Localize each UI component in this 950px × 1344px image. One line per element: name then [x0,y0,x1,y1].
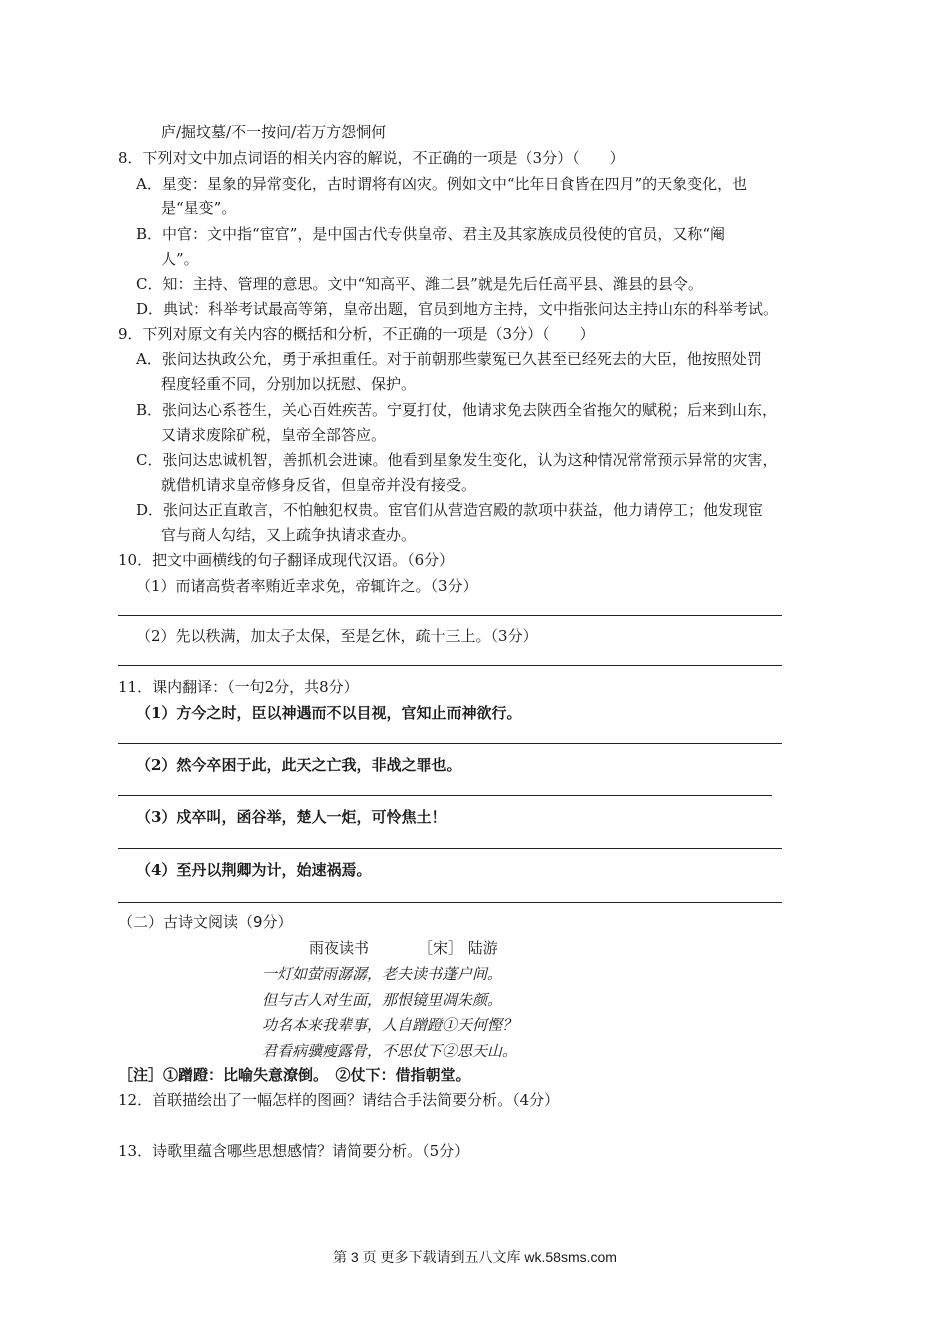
q9-option-b: B．张问达心系苍生，关心百姓疾苦。宁夏打仗，他请求免去陕西全省拖欠的赋税；后来到山东， [136,401,778,419]
page-footer: 第 3 页 更多下载请到五八文库 wk.58sms.com [333,1249,617,1265]
poem-line-2: 但与古人对生面，那恨镜里凋朱颜。 [262,991,503,1009]
section-heading: （二）古诗文阅读（9分） [118,913,293,931]
q8-option-d: D．典试：科举考试最高等第，皇帝出题，官员到地方主持，文中指张问达主持山东的科举考试。 [136,300,779,318]
answer-line[interactable] [118,795,772,796]
q8-option-a-cont: 是“星变”。 [161,199,237,217]
q11-sentence-2: （2）然今卒困于此，此天之亡我，非战之罪也。 [136,756,462,774]
q10-sentence-1: （1）而诸高赀者率贿近幸求免，帝辄许之。（3分） [136,577,478,595]
q11-sentence-4: （4）至丹以荆卿为计，始速祸焉。 [136,861,372,879]
q10-stem: 10．把文中画横线的句子翻译成现代汉语。（6分） [118,551,455,569]
q13-stem: 13．诗歌里蕴含哪些思想感情？请简要分析。（5分） [118,1142,470,1160]
q9-option-b-cont: 又请求废除矿税，皇帝全部答应。 [161,426,387,444]
carry-over-line: 庐/掘坟墓/不一按问/若万方怨恫何 [161,123,387,141]
q8-option-a: A．星变：星象的异常变化，古时谓将有凶灾。例如文中“比年日食皆在四月”的天象变化，也 [136,175,748,193]
answer-line[interactable] [118,902,782,903]
poem-line-1: 一灯如萤雨潺潺，老夫读书蓬户间。 [262,965,503,983]
poem-line-4: 君看病骥瘦露骨，不思仗下②思天山。 [262,1042,518,1060]
answer-line[interactable] [118,665,782,666]
q9-option-d: D．张问达正直敢言，不怕触犯权贵。宦官们从营造宫殿的款项中获益，他力请停工；他发现宦 [136,501,764,519]
answer-line[interactable] [118,848,782,849]
q11-sentence-1: （1）方今之时，臣以神遇而不以目视，官知止而神欲行。 [136,704,522,722]
q9-stem: 9．下列对原文有关内容的概括和分析，不正确的一项是（3分）（ ） [118,325,595,343]
q9-option-a: A．张问达执政公允，勇于承担重任。对于前朝那些蒙冤已久甚至已经死去的大臣，他按照处罚 [136,350,762,368]
q10-sentence-2: （2）先以秩满，加太子太保，至是乞休，疏十三上。（3分） [136,627,538,645]
q8-option-c: C．知：主持、管理的意思。文中“知高平、潍二县”就是先后任高平县、潍县的县令。 [136,275,703,293]
q8-stem: 8．下列对文中加点词语的相关内容的解说，不正确的一项是（3分）（ ） [118,149,625,167]
q11-stem: 11．课内翻译：（一句2分，共8分） [118,678,359,696]
q8-option-b-cont: 人”。 [161,250,199,268]
answer-line[interactable] [118,743,782,744]
q12-stem: 12．首联描绘出了一幅怎样的图画？请结合手法简要分析。（4分） [118,1091,560,1109]
q8-option-b: B．中官：文中指“宦官”，是中国古代专供皇帝、君主及其家族成员役使的官员，又称“阉 [136,225,726,243]
poem-title: 雨夜读书 [309,939,370,957]
answer-line[interactable] [118,615,782,616]
poem-note: ［注］①蹭蹬：比喻失意潦倒。 ②仗下：借指朝堂。 [118,1066,471,1084]
q9-option-d-cont: 官与商人勾结，又上疏争执请求查办。 [161,526,417,544]
poem-line-3: 功名本来我辈事，人自蹭蹬①天何慳？ [262,1016,518,1034]
q9-option-c-cont: 就借机请求皇帝修身反省，但皇帝并没有接受。 [161,476,477,494]
q11-sentence-3: （3）戍卒叫，函谷举，楚人一炬，可怜焦土！ [136,808,447,826]
q9-option-a-cont: 程度轻重不同，分别加以抚慰、保护。 [161,375,417,393]
poem-author: ［宋］ 陆游 [418,939,498,957]
q9-option-c: C．张问达忠诚机智，善抓机会进谏。他看到星象发生变化，认为这种情况常常预示异常的灾害， [136,451,778,469]
